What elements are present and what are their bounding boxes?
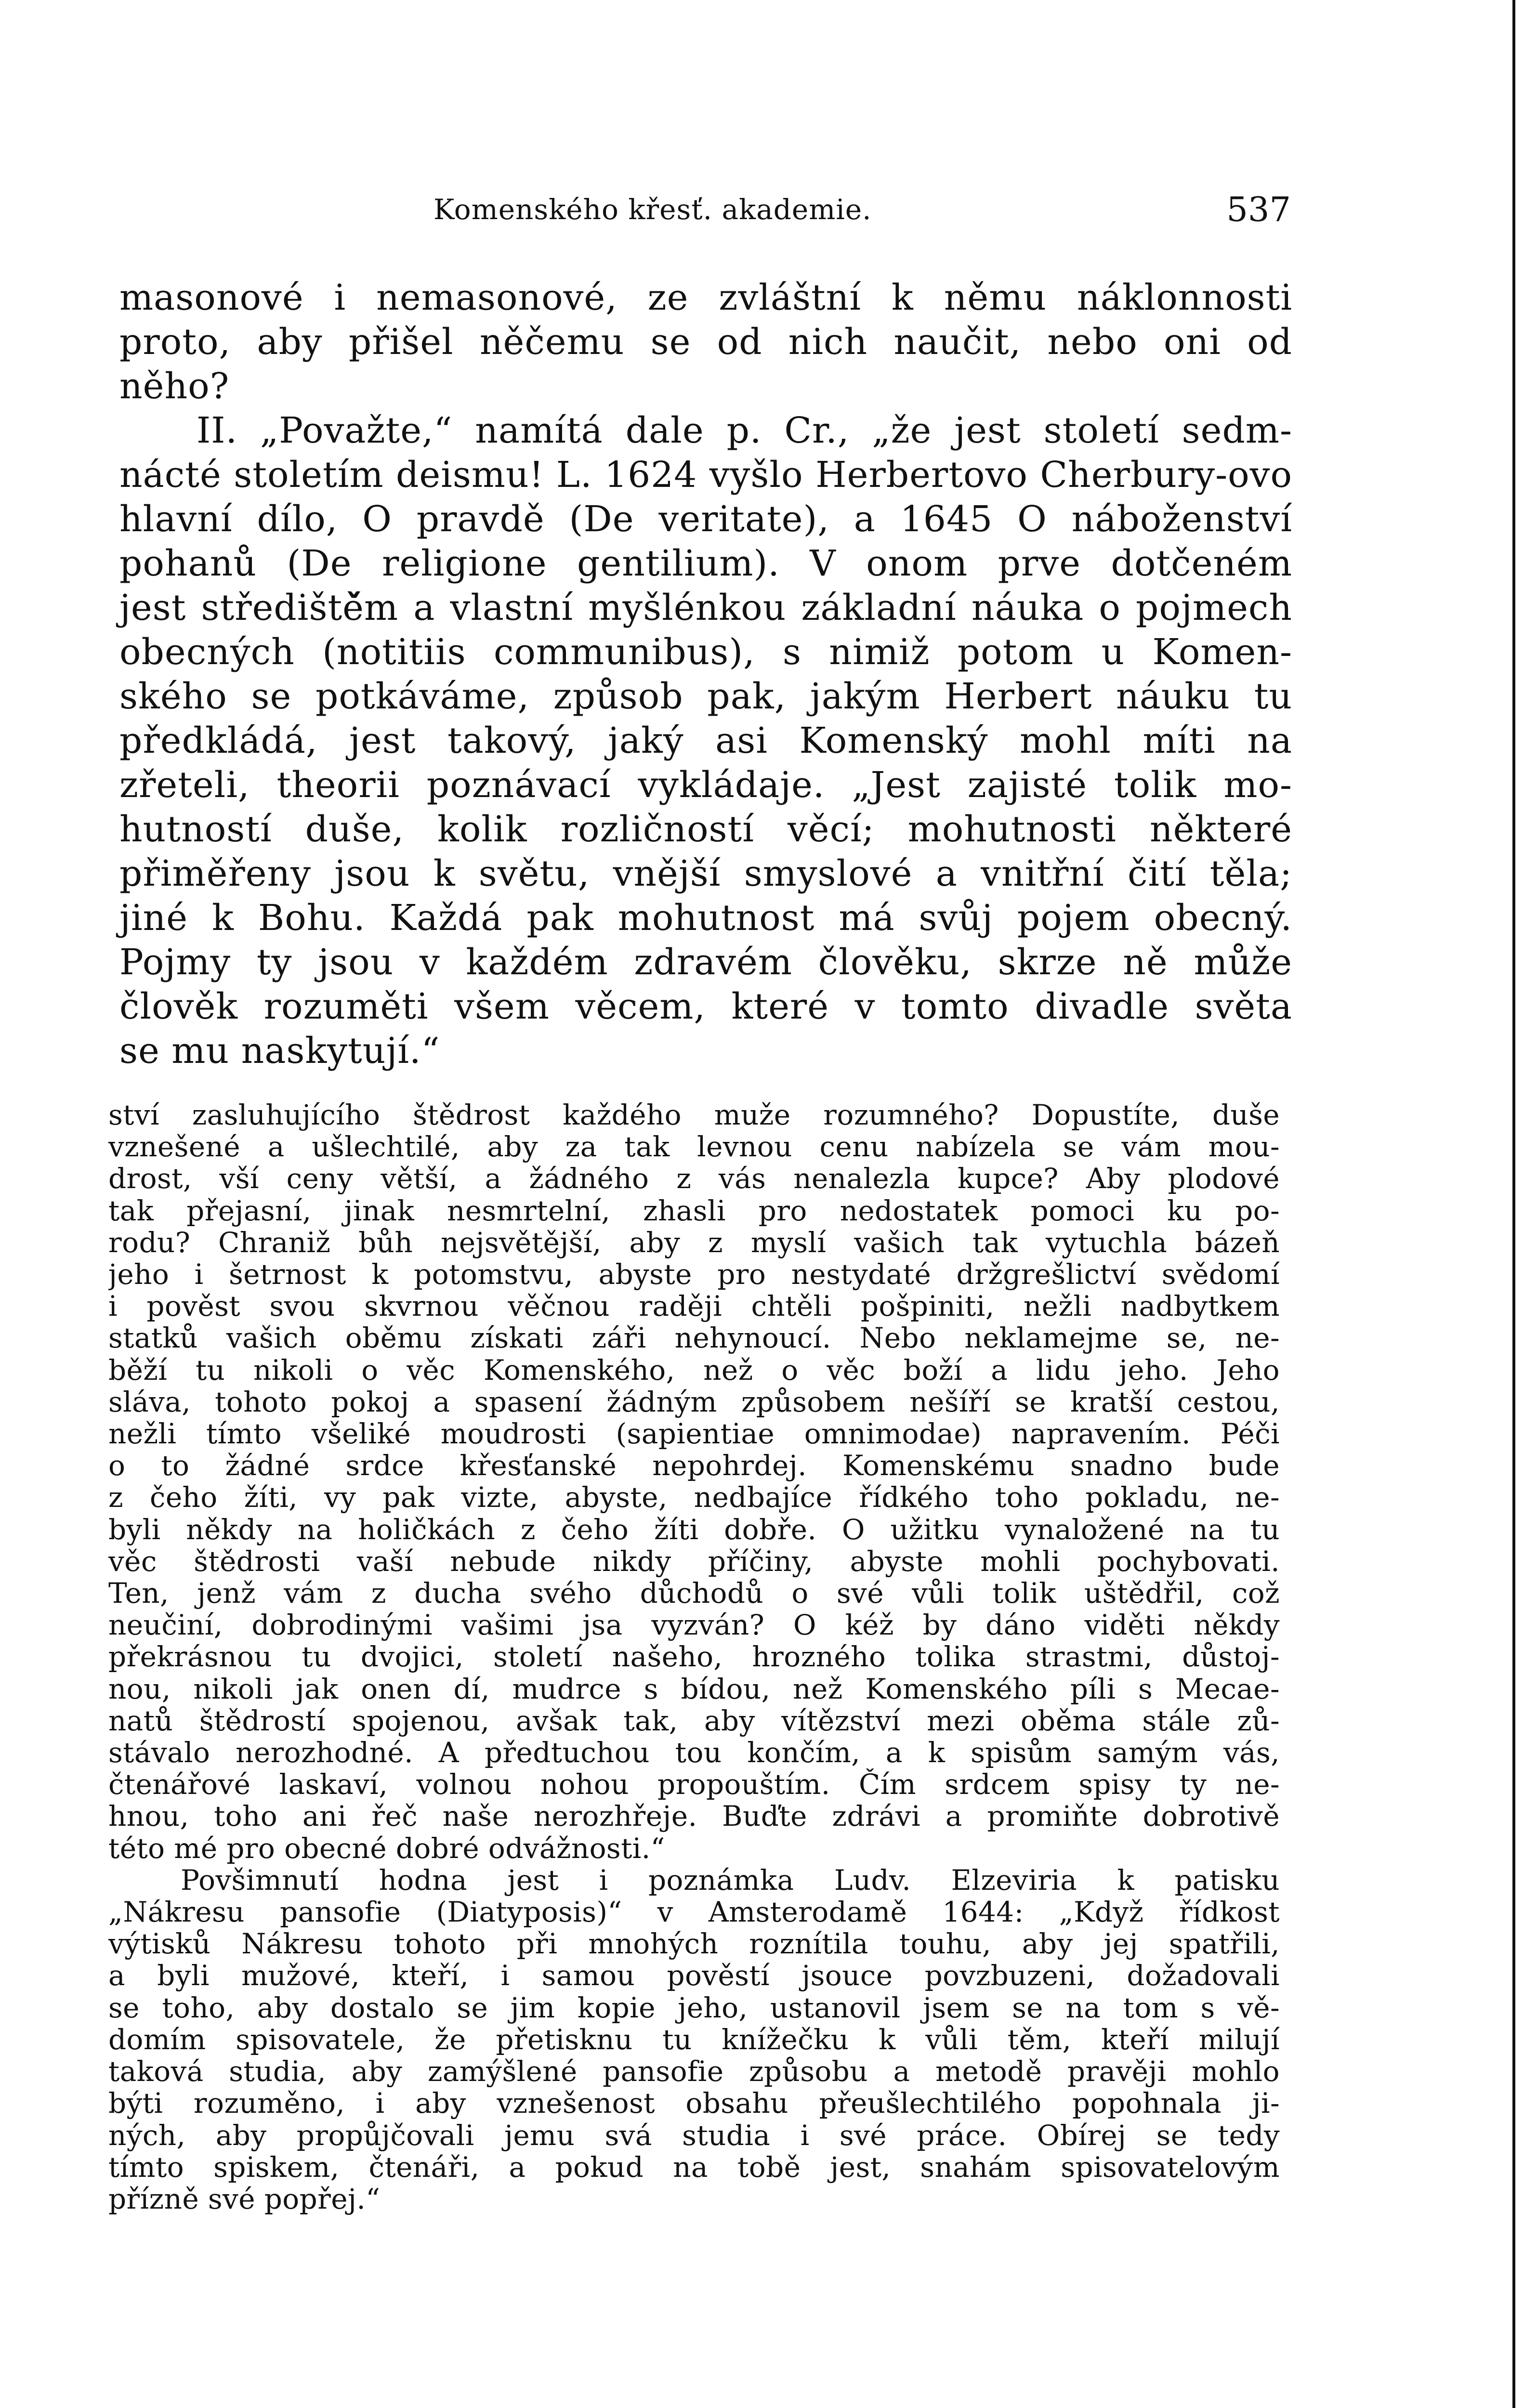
main-text-block (119, 275, 1292, 1073)
note-line: i pověst svou skvrnou věčnou raději chtěli pošpiniti, nežli nadbytkem (108, 1290, 1280, 1322)
page-edge (1512, 0, 1537, 2408)
text-line: jiné k Bohu. Každá pak mohutnost má svůj pojem obecný. (119, 897, 1292, 939)
note-line: nežli tímto všeliké moudrosti (sapientiae omnimodae) napravením. Péči (108, 1418, 1280, 1450)
text-line: hlavní dílo, O pravdě (De veritate), a 1645 O náboženství (119, 498, 1292, 540)
text-line: pohanů (De religione gentilium). V onom prve dotčeném (119, 543, 1292, 584)
text-line: člověk rozuměti všem věcem, které v tomto divadle světa (119, 986, 1292, 1027)
text-line: předkládá, jest takový, jaký asi Komenský mohl míti na (119, 720, 1292, 761)
note-line: běží tu nikoli o věc Komenského, než o věc boží a lidu jeho. Jeho (108, 1354, 1280, 1386)
running-title: Komenského křesť. akademie. (434, 193, 872, 226)
note-line: ných, aby propůjčovali jemu svá studia i své práce. Obírej se tedy (108, 2119, 1280, 2151)
note-line: rodu? Chraniž bůh nejsvětější, aby z myslí vašich tak vytuchla bázeň (108, 1226, 1280, 1259)
note-line: sláva, tohoto pokoj a spasení žádným způsobem nešíří se kratší cestou, (108, 1386, 1280, 1418)
note-line: taková studia, aby zamýšlené pansofie způsobu a metodě pravěji mohlo (108, 2055, 1280, 2088)
text-line: nácté stoletím deismu! L. 1624 vyšlo Herbertovo Cherbury-ovo (119, 454, 1292, 496)
note-line: jeho i šetrnost k potomstvu, abyste pro nestydaté držgrešlictví svědomí (108, 1258, 1280, 1291)
text-line: hutností duše, kolik rozličností věcí; mohutnosti některé (119, 809, 1292, 850)
note-line: Povšimnutí hodna jest i poznámka Ludv. Elzeviria k patisku (181, 1864, 1280, 1897)
note-line: Ten, jenž vám z ducha svého důchodů o své vůli tolik uštědřil, což (108, 1577, 1280, 1610)
footnote-block (108, 1099, 1280, 2215)
note-line: býti rozuměno, i aby vznešenost obsahu přeušlechtilého popohnala ji- (108, 2087, 1280, 2120)
text-line: II. „Považte,“ namítá dale p. Cr., „že jest století sedm- (197, 410, 1292, 451)
note-line: z čeho žíti, vy pak vizte, abyste, nedbajíce řídkého toho pokladu, ne- (108, 1481, 1280, 1514)
note-line: přízně své popřej.“ (108, 2183, 381, 2215)
text-line: proto, aby přišel něčemu se od nich naučit, nebo oni od (119, 321, 1292, 363)
note-line: o to žádné srdce křesťanské nepohrdej. Komenskému snadno bude (108, 1450, 1280, 1482)
text-line: ského se potkáváme, způsob pak, jakým Herbert náuku tu (119, 676, 1292, 717)
text-line: se mu naskytují.“ (119, 1030, 440, 1072)
note-line: neučiní, dobrodinými vašimi jsa vyzván? O kéž by dáno viděti někdy (108, 1609, 1280, 1641)
text-line: přiměřeny jsou k světu, vnější smyslové a vnitřní čití těla; (119, 853, 1292, 894)
note-line: překrásnou tu dvojici, století našeho, hrozného tolika strastmi, důstoj- (108, 1641, 1280, 1673)
page-number: 537 (1226, 190, 1291, 229)
text-line: obecných (notitiis communibus), s nimiž potom u Komen- (119, 631, 1292, 673)
note-line: stávalo nerozhodné. A předtuchou tou končím, a k spisům samým vás, (108, 1737, 1280, 1769)
note-line: této mé pro obecné dobré odvážnosti.“ (108, 1832, 665, 1864)
note-line: statků vašich oběmu získati záři nehynoucí. Nebo neklamejme se, ne- (108, 1322, 1280, 1354)
note-line: drost, vší ceny větší, a žádného z vás nenalezla kupce? Aby plodové (108, 1163, 1280, 1195)
note-line: a byli mužové, kteří, i samou pověstí jsouce povzbuzeni, dožadovali (108, 1960, 1280, 1992)
note-line: tak přejasní, jinak nesmrtelní, zhasli pro nedostatek pomoci ku po- (108, 1194, 1280, 1227)
text-line: zřeteli, theorii poznávací vykládaje. „Jest zajisté tolik mo- (119, 764, 1292, 806)
note-line: ství zasluhujícího štědrost každého muže rozumného? Dopustíte, duše (108, 1099, 1280, 1131)
note-line: výtisků Nákresu tohoto při mnohých roznítila touhu, aby jej spatřili, (108, 1928, 1280, 1960)
text-line: masonové i nemasonové, ze zvláštní k němu náklonnosti (119, 277, 1292, 318)
note-line: domím spisovatele, že přetisknu tu knížečku k vůli těm, kteří milují (108, 2023, 1280, 2056)
note-line: natů štědrostí spojenou, avšak tak, aby vítězství mezi oběma stále zů- (108, 1704, 1280, 1737)
main-paragraph (119, 275, 1292, 408)
note-line: se toho, aby dostalo se jim kopie jeho, ustanovil jsem se na tom s vě- (108, 1991, 1280, 2024)
note-line: nou, nikoli jak onen dí, mudrce s bídou, než Komenského píli s Mecae- (108, 1673, 1280, 1705)
note-line: čtenářové laskaví, volnou nohou propouštím. Čím srdcem spisy ty ne- (108, 1768, 1280, 1801)
note-line: hnou, toho ani řeč naše nerozhřeje. Buďte zdrávi a promiňte dobrotivě (108, 1800, 1280, 1832)
note-line: tímto spiskem, čtenáři, a pokud na tobě jest, snahám spisovatelovým (108, 2151, 1280, 2183)
main-paragraph (119, 408, 1292, 1073)
text-line: něho? (119, 366, 230, 407)
note-line: „Nákresu pansofie (Diatyposis)“ v Amsterodamě 1644: „Když řídkost (108, 1896, 1280, 1928)
note-line: byli někdy na holičkách z čeho žíti dobře. O užitku vynaložené na tu (108, 1513, 1280, 1545)
note-line: vznešené a ušlechtilé, aby za tak levnou cenu nabízela se vám mou- (108, 1131, 1280, 1163)
running-head (434, 183, 1291, 236)
text-line: jest střediště̌m a vlastní myšlénkou základní náuka o pojmech (119, 587, 1292, 628)
note-line: věc štědrosti vaší nebude nikdy příčiny, abyste mohli pochybovati. (108, 1545, 1280, 1578)
text-line: Pojmy ty jsou v každém zdravém člověku, skrze ně může (119, 942, 1292, 983)
